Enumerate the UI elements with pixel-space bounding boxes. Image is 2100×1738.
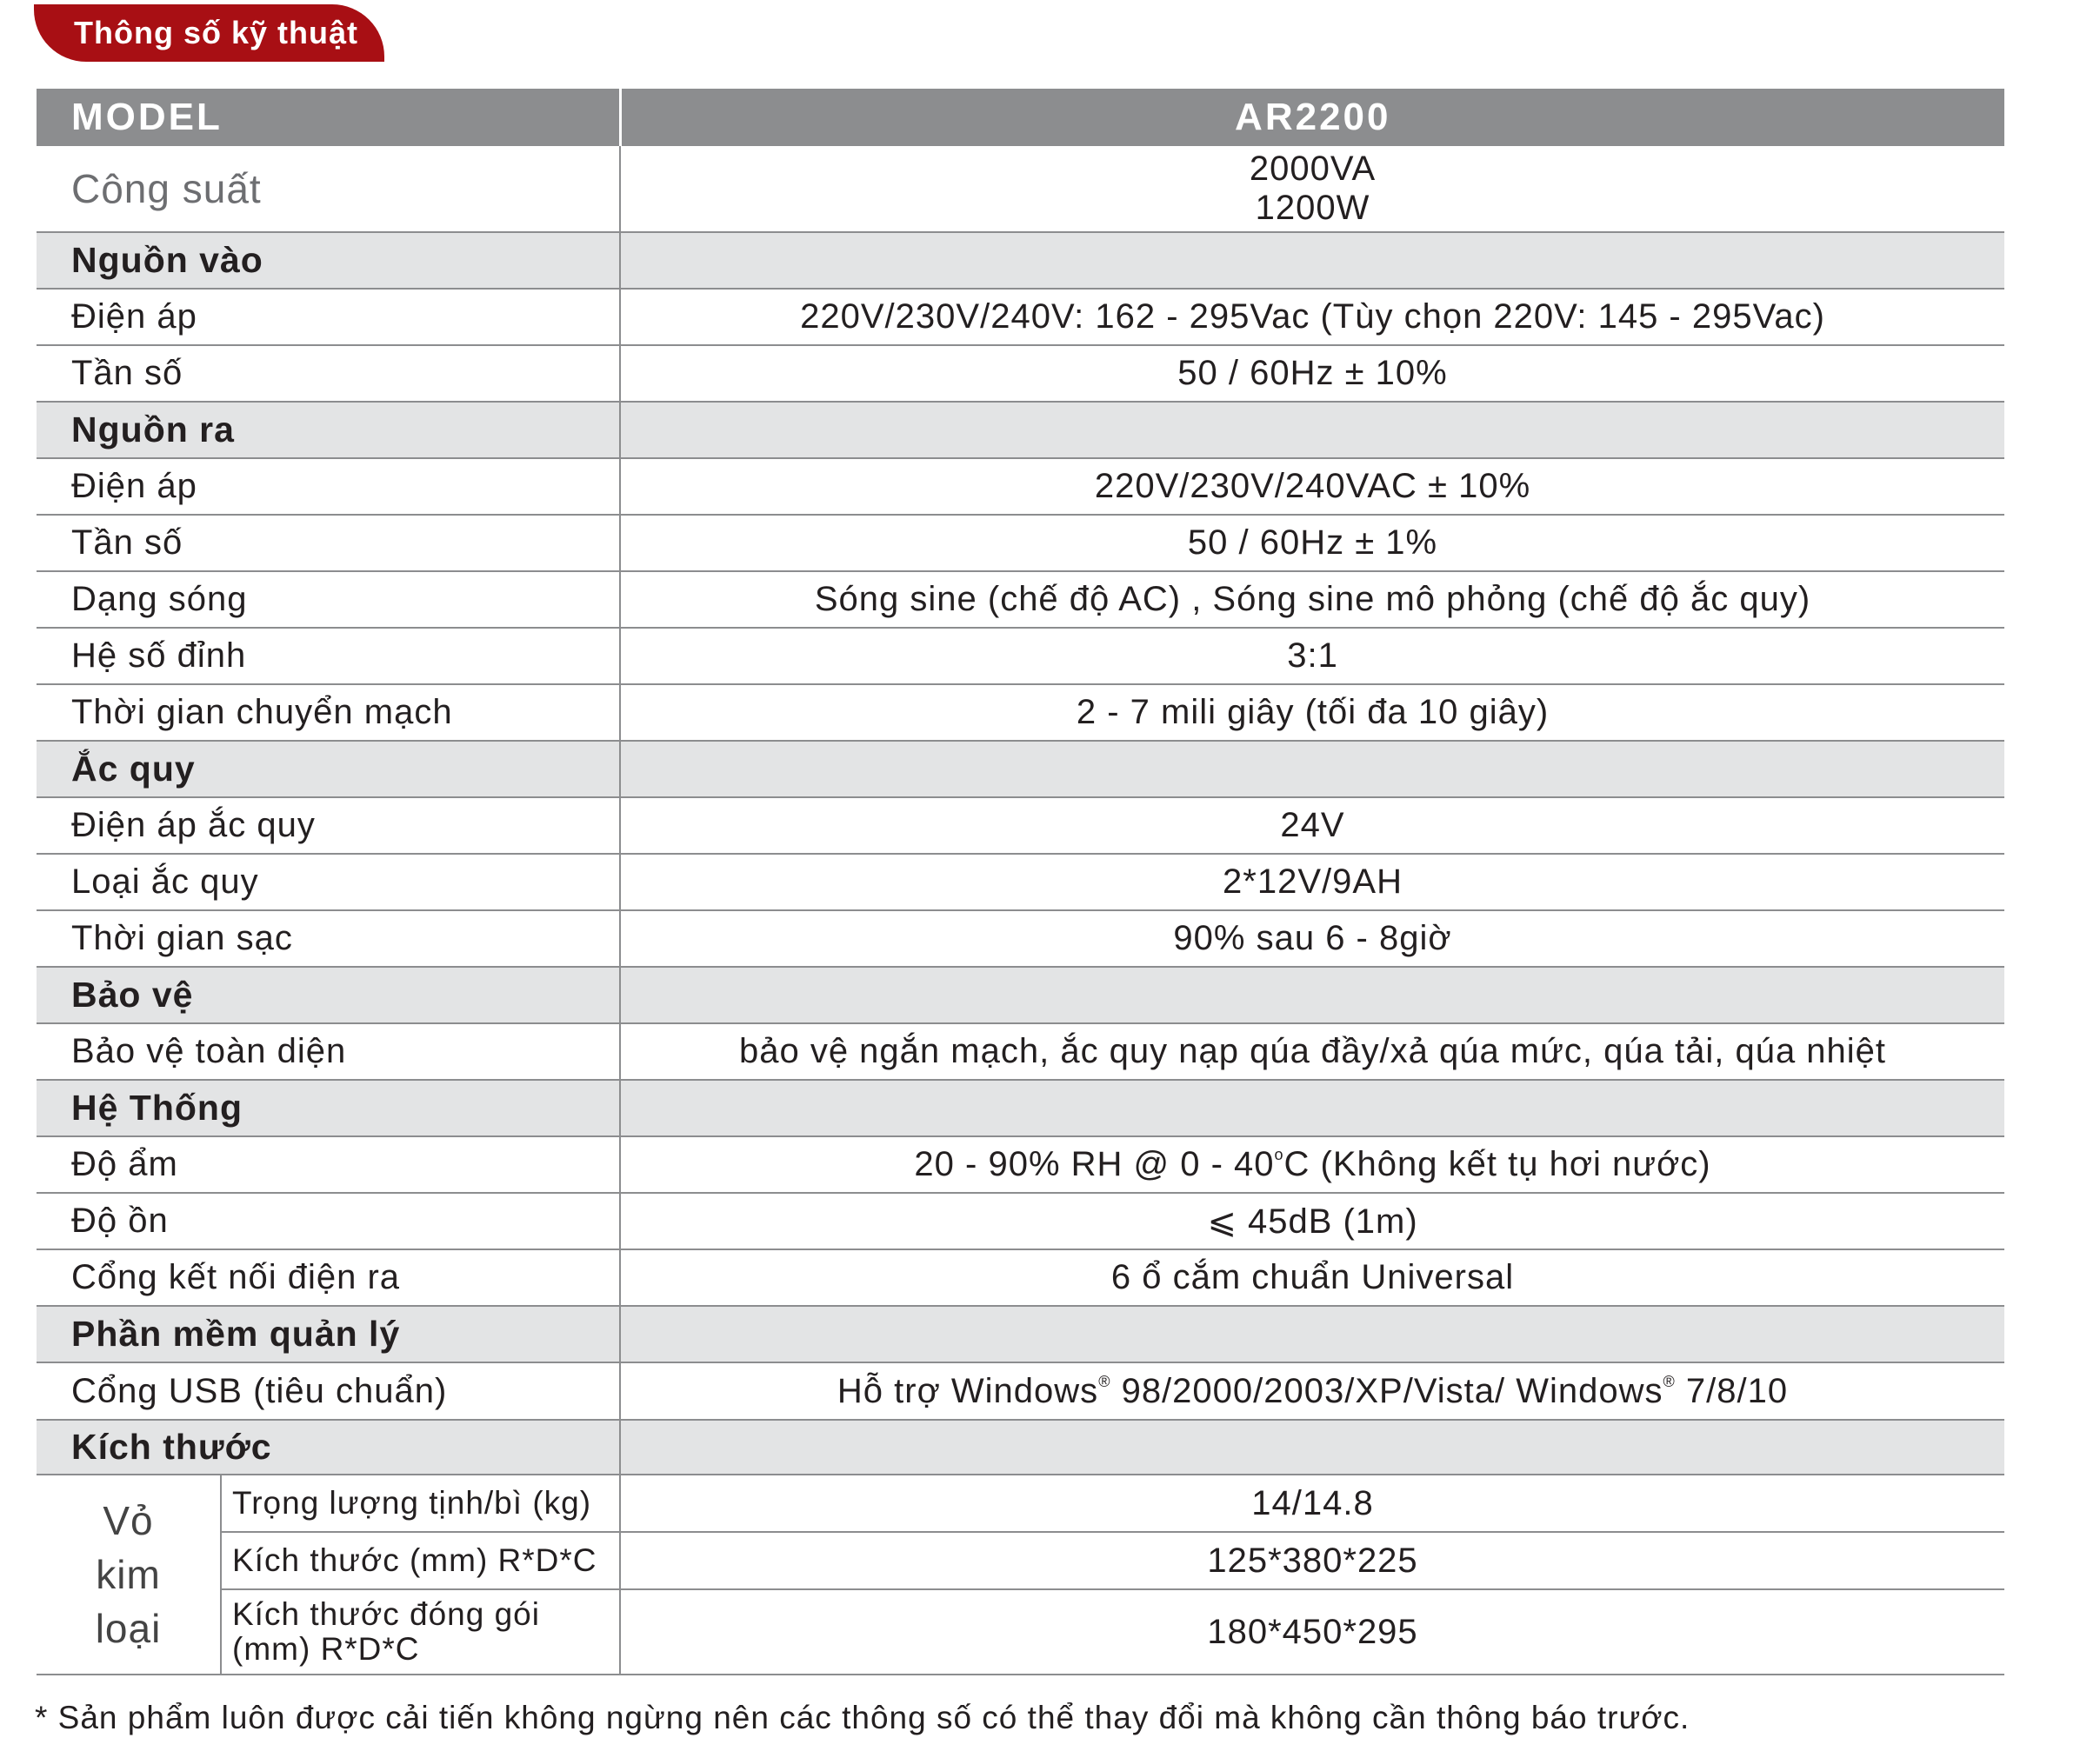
spec-value: 24V xyxy=(620,797,2004,854)
spec-label: Loại ắc quy xyxy=(37,854,620,910)
table-row xyxy=(37,1249,2004,1306)
spec-label: Độ ồn xyxy=(37,1193,620,1249)
table-row xyxy=(37,1475,2004,1532)
package-label-line: (mm) R*D*C xyxy=(232,1631,420,1667)
spec-value: 125*380*225 xyxy=(620,1532,2004,1589)
spec-label: Cổng USB (tiêu chuẩn) xyxy=(37,1362,620,1420)
section-dimensions: Kích thước xyxy=(37,1420,620,1475)
degree-mark: o xyxy=(1274,1146,1284,1163)
spec-label: Tần số xyxy=(37,515,620,571)
spec-label: Điện áp xyxy=(37,289,620,345)
table-header-row xyxy=(37,89,2004,146)
table-row xyxy=(37,628,2004,684)
section-row xyxy=(37,1306,2004,1362)
group-word: loại xyxy=(95,1606,162,1651)
usb-text-c: 7/8/10 xyxy=(1675,1371,1789,1410)
spec-value: 2*12V/9AH xyxy=(620,854,2004,910)
section-software: Phần mềm quản lý xyxy=(37,1306,620,1362)
spec-label: Điện áp ắc quy xyxy=(37,797,620,854)
spec-label: Bảo vệ toàn diện xyxy=(37,1023,620,1080)
spec-label: Hệ số đỉnh xyxy=(37,628,620,684)
table-row xyxy=(37,797,2004,854)
section-row xyxy=(37,402,2004,458)
table-row xyxy=(37,1362,2004,1420)
section-row xyxy=(37,1420,2004,1475)
spec-value: 3:1 xyxy=(620,628,2004,684)
table-row xyxy=(37,458,2004,515)
table-row xyxy=(37,684,2004,741)
humidity-text-b: C (Không kết tụ hơi nước) xyxy=(1283,1145,1711,1183)
spec-label: Trọng lượng tịnh/bì (kg) xyxy=(221,1475,620,1532)
spec-title-badge: Thông số kỹ thuật xyxy=(34,4,384,62)
spec-value: 50 / 60Hz ± 1% xyxy=(620,515,2004,571)
capacity-va: 2000VA xyxy=(1249,150,1377,188)
table-row xyxy=(37,1193,2004,1249)
section-row xyxy=(37,232,2004,289)
usb-text-a: Hỗ trợ Windows xyxy=(837,1371,1099,1410)
table-row xyxy=(37,515,2004,571)
spec-value: bảo vệ ngắn mạch, ắc quy nạp qúa đầy/xả qúa mức, qúa tải, qúa nhiệt xyxy=(620,1023,2004,1080)
humidity-text-a: 20 - 90% RH @ 0 - 40 xyxy=(914,1145,1275,1183)
spec-value: ⩽ 45dB (1m) xyxy=(620,1193,2004,1249)
group-word: kim xyxy=(96,1552,161,1597)
spec-value: 2 - 7 mili giây (tối đa 10 giây) xyxy=(620,684,2004,741)
spec-label: Tần số xyxy=(37,345,620,402)
registered-mark: ® xyxy=(1098,1372,1111,1390)
capacity-value xyxy=(620,146,2004,232)
table-row xyxy=(37,146,2004,232)
table-row xyxy=(37,1589,2004,1675)
housing-group-label xyxy=(37,1475,221,1675)
spec-value: Sóng sine (chế độ AC) , Sóng sine mô phỏng (chế độ ắc quy) xyxy=(620,571,2004,628)
spec-label: Cổng kết nối điện ra xyxy=(37,1249,620,1306)
spec-value xyxy=(620,1136,2004,1193)
spec-label: Điện áp xyxy=(37,458,620,515)
section-output: Nguồn ra xyxy=(37,402,620,458)
table-row xyxy=(37,910,2004,967)
spec-value: 220V/230V/240VAC ± 10% xyxy=(620,458,2004,515)
spec-label xyxy=(221,1589,620,1675)
usb-text-b: 98/2000/2003/XP/Vista/ Windows xyxy=(1110,1371,1663,1410)
section-input: Nguồn vào xyxy=(37,232,620,289)
spec-label: Thời gian chuyển mạch xyxy=(37,684,620,741)
table-row xyxy=(37,854,2004,910)
table-row xyxy=(37,289,2004,345)
spec-value: 6 ổ cắm chuẩn Universal xyxy=(620,1249,2004,1306)
section-row xyxy=(37,967,2004,1023)
footnote: * Sản phẩm luôn được cải tiến không ngừng nên các thông số có thể thay đổi mà không cần thông báo trước. xyxy=(35,1700,1690,1735)
spec-value: 220V/230V/240V: 162 - 295Vac (Tùy chọn 220V: 145 - 295Vac) xyxy=(620,289,2004,345)
spec-label: Kích thước (mm) R*D*C xyxy=(221,1532,620,1589)
section-system: Hệ Thống xyxy=(37,1080,620,1136)
spec-label: Độ ẩm xyxy=(37,1136,620,1193)
section-row xyxy=(37,1080,2004,1136)
spec-value xyxy=(620,1362,2004,1420)
registered-mark: ® xyxy=(1663,1372,1676,1390)
table-row xyxy=(37,1136,2004,1193)
spec-label: Thời gian sạc xyxy=(37,910,620,967)
section-battery: Ắc quy xyxy=(37,741,620,797)
spec-table xyxy=(37,89,2004,1675)
capacity-w: 1200W xyxy=(1255,189,1370,227)
section-row xyxy=(37,741,2004,797)
spec-label: Dạng sóng xyxy=(37,571,620,628)
model-value: AR2200 xyxy=(620,89,2004,146)
table-row xyxy=(37,345,2004,402)
table-row xyxy=(37,571,2004,628)
table-row xyxy=(37,1532,2004,1589)
spec-value: 50 / 60Hz ± 10% xyxy=(620,345,2004,402)
spec-value: 14/14.8 xyxy=(620,1475,2004,1532)
package-label-line: Kích thước đóng gói xyxy=(232,1596,540,1632)
section-protection: Bảo vệ xyxy=(37,967,620,1023)
model-label: MODEL xyxy=(37,89,620,146)
spec-value: 180*450*295 xyxy=(620,1589,2004,1675)
table-row xyxy=(37,1023,2004,1080)
spec-value: 90% sau 6 - 8giờ xyxy=(620,910,2004,967)
capacity-label: Công suất xyxy=(37,146,620,232)
group-word: Vỏ xyxy=(103,1498,154,1543)
